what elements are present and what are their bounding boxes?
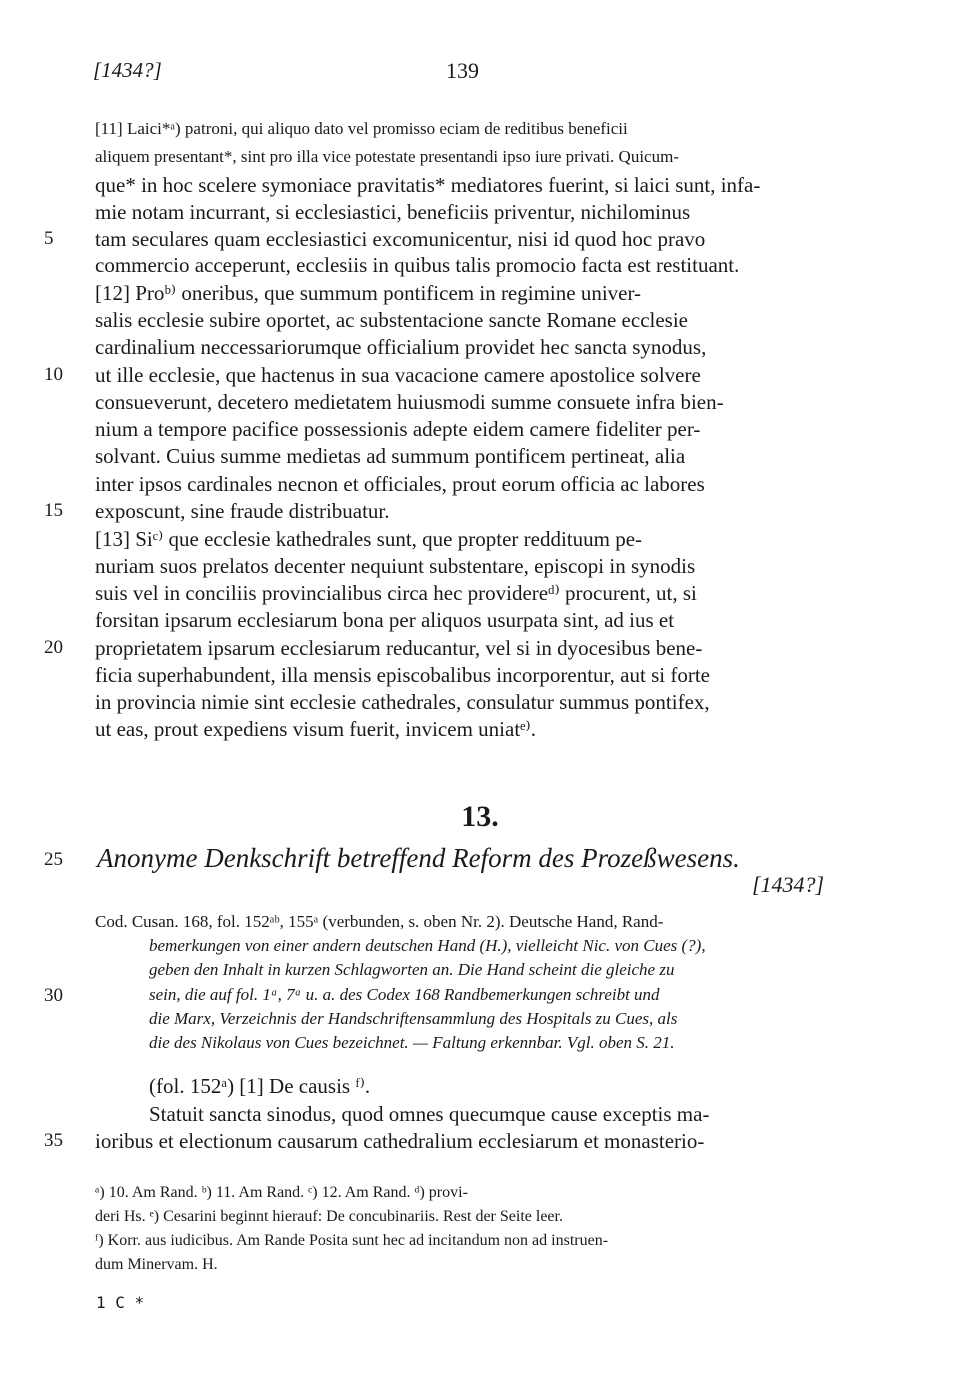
text-line: suis vel in conciliis provincialibus circa hec providereᵈ⁾ procurent, ut, si (95, 581, 697, 605)
text-line: (fol. 152ᵃ) [1] De causis ᶠ⁾. (149, 1074, 371, 1098)
text-line: nium a tempore pacifice possessionis adepte eidem camere fideliter per- (95, 417, 701, 441)
text-line: tam seculares quam ecclesiastici excomunicentur, nisi id quod hoc pravo (95, 227, 706, 251)
text-line: [13] Siᶜ⁾ que ecclesie kathedrales sunt, que propter reddituum pe- (95, 527, 643, 551)
text-line: aliquem presentant*, sint pro illa vice potestate presentandi ipso iure privati. Quicum- (95, 147, 679, 166)
codex-line: die des Nikolaus von Cues bezeichnet. — Faltung erkennbar. Vgl. oben S. 21. (149, 1033, 675, 1052)
codex-line: geben den Inhalt in kurzen Schlagworten an. Die Hand scheint die gleiche zu (149, 960, 675, 979)
text-line: ioribus et electionum causarum cathedralium ecclesiarum et monasterio- (95, 1129, 705, 1153)
line-number: 30 (44, 985, 63, 1006)
section-number: 13. (461, 800, 499, 833)
codex-line: sein, die auf fol. 1ᵃ, 7ᵃ u. a. des Codex 168 Randbemerkungen schreibt und (149, 985, 660, 1004)
line-number: 35 (44, 1130, 63, 1151)
line-number: 25 (44, 849, 63, 870)
text-line: Statuit sancta sinodus, quod omnes quecumque cause exceptis ma- (149, 1102, 710, 1126)
text-line: consueverunt, decetero medietatem huiusmodi summe consuete infra bien- (95, 390, 724, 414)
text-line: solvant. Cuius summe medietas ad summum pontificem pertineat, alia (95, 444, 686, 468)
footnote-line: ᵃ) 10. Am Rand. ᵇ) 11. Am Rand. ᶜ) 12. Am Rand. ᵈ) provi- (95, 1184, 468, 1201)
text-line: ficia superhabundent, illa mensis episcobalibus incorporentur, aut si forte (95, 663, 710, 687)
text-line: [12] Proᵇ⁾ oneribus, que summum pontificem in regimine univer- (95, 281, 642, 305)
line-number: 5 (44, 228, 54, 249)
footnote-line: dum Minervam. H. (95, 1256, 218, 1273)
text-line: mie notam incurrant, si ecclesiastici, beneficiis priventur, nichilominus (95, 200, 691, 224)
text-line: salis ecclesie subire oportet, ac substentacione sancte Romane ecclesie (95, 308, 689, 332)
page-number: 139 (446, 58, 479, 83)
running-header-date: [1434?] (93, 58, 162, 82)
text-line: [11] Laici*ᵃ) patroni, qui aliquo dato vel promisso eciam de reditibus beneficii (95, 119, 628, 138)
footnote-line: ᶠ) Korr. aus iudicibus. Am Rande Posita sunt hec ad incitandum non ad instruen- (95, 1232, 609, 1249)
text-line: inter ipsos cardinales necnon et officiales, prout eorum officia ac labores (95, 472, 705, 496)
line-number: 20 (44, 637, 63, 658)
text-line: forsitan ipsarum ecclesiarum bona per aliquos usurpata sint, ad ius et (95, 608, 675, 632)
line-number: 15 (44, 500, 63, 521)
codex-line: bemerkungen von einer andern deutschen Hand (H.), vielleicht Nic. von Cues (?), (149, 936, 706, 955)
text-line: exposcunt, sine fraude distribuatur. (95, 499, 390, 523)
text-line: cardinalium neccessariorumque officialium providet hec sancta synodus, (95, 335, 707, 359)
text-line: ut ille ecclesie, que hactenus in sua vacacione camere apostolice solvere (95, 363, 701, 387)
text-line: ut eas, prout expediens visum fuerit, invicem uniatᵉ⁾. (95, 717, 536, 741)
codex-line: Cod. Cusan. 168, fol. 152ᵃᵇ, 155ᵃ (verbunden, s. oben Nr. 2). Deutsche Hand, Rand- (95, 912, 664, 931)
text-line: proprietatem ipsarum ecclesiarum reducantur, vel si in dyocesibus bene- (95, 636, 703, 660)
printer-signature: 1 C * (96, 1293, 145, 1312)
text-line: nuriam suos prelatos decenter nequiunt substentare, episcopi in synodis (95, 554, 696, 578)
section-date: [1434?] (752, 872, 825, 897)
text-line: commercio acceperunt, ecclesiis in quibus talis promocio facta est restituant. (95, 253, 740, 277)
codex-line: die Marx, Verzeichnis der Handschriftensammlung des Hospitals zu Cues, als (149, 1009, 678, 1028)
text-line: que* in hoc scelere symoniace pravitatis* mediatores fuerint, si laici sunt, infa- (95, 173, 761, 197)
line-number: 10 (44, 364, 63, 385)
text-line: in provincia nimie sint ecclesie cathedrales, consulatur summus pontifex, (95, 690, 710, 714)
footnote-line: deri Hs. ᵉ) Cesarini beginnt hierauf: De concubinariis. Rest der Seite leer. (95, 1208, 563, 1225)
section-title: Anonyme Denkschrift betreffend Reform des Prozeßwesens. (97, 843, 740, 873)
